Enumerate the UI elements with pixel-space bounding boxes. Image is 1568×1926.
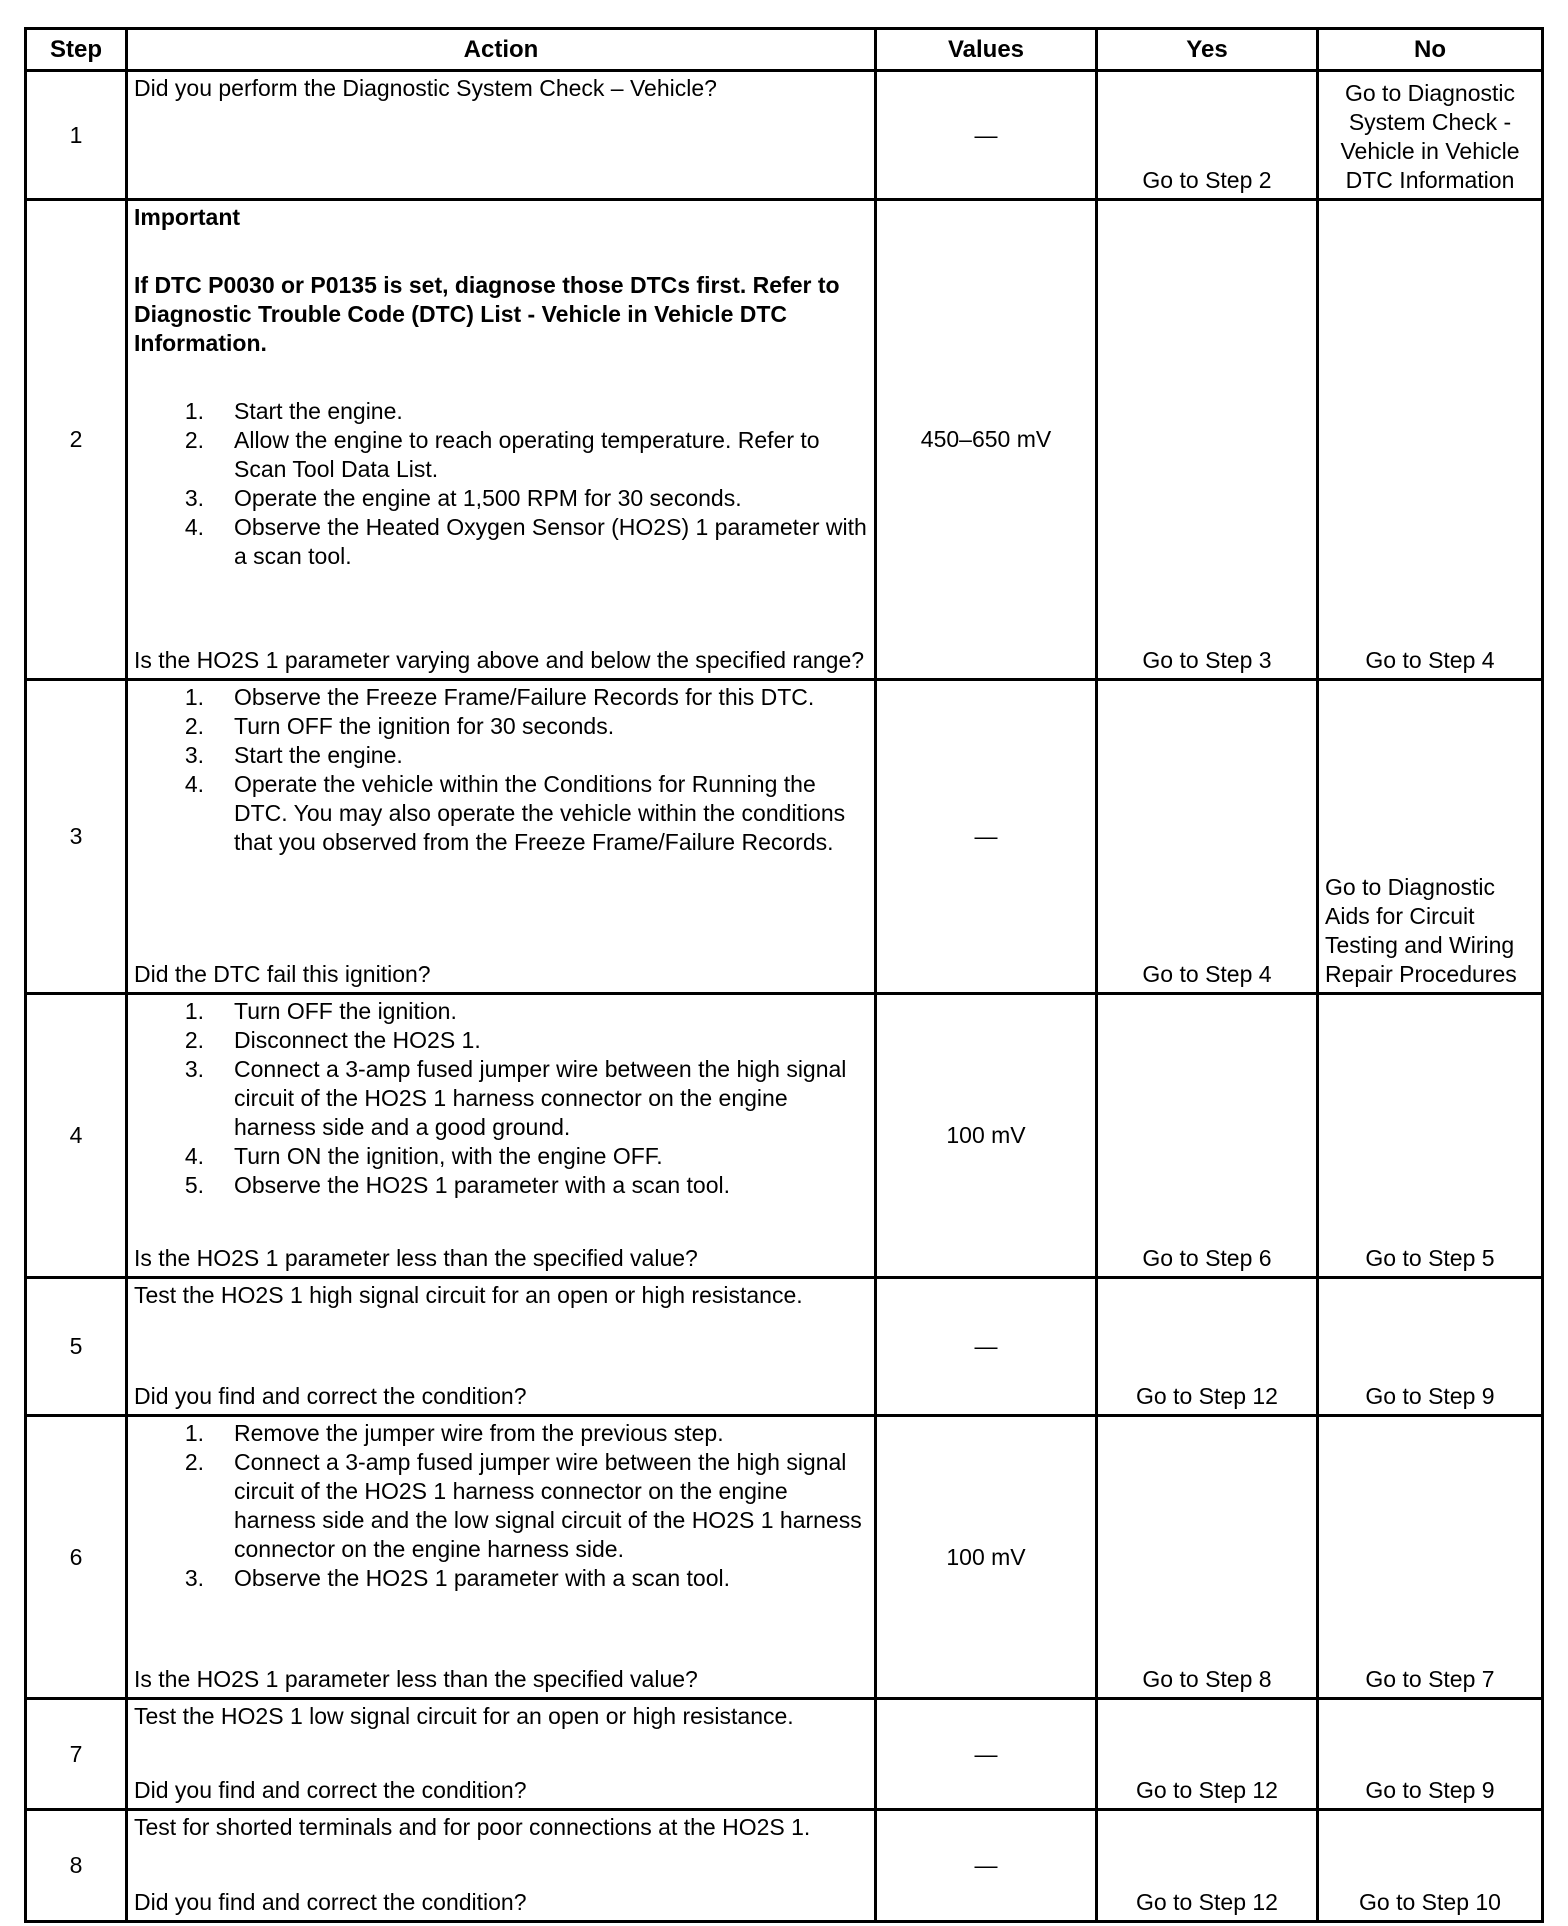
no-link[interactable]: Go to Step 9 [1365, 1777, 1495, 1803]
yes-link[interactable]: Go to Step 2 [1142, 167, 1272, 193]
action-text: Test for shorted terminals and for poor connections at the HO2S 1. [134, 1814, 811, 1840]
action-question: Is the HO2S 1 parameter less than the specified value? [134, 1666, 698, 1692]
list-item: 5. Observe the HO2S 1 parameter with a scan tool. [184, 1172, 731, 1198]
list-item: 2. Turn OFF the ignition for 30 seconds. [184, 713, 615, 739]
important-note: If DTC P0030 or P0135 is set, diagnose those DTCs first. Refer to Diagnostic Trouble Code (DTC) List - Vehicle in Vehicle DTC Information. [134, 272, 840, 356]
list-item: 3. Connect a 3-amp fused jumper wire between the high signal circuit of the HO2S 1 harness connector on the engine harness side and a good ground. [184, 1056, 847, 1140]
action-cell [128, 201, 874, 678]
value-cell: — [974, 1333, 998, 1359]
list-item: 4. Turn ON the ignition, with the engine OFF. [184, 1143, 663, 1169]
yes-link[interactable]: Go to Step 3 [1142, 647, 1272, 673]
value-cell: — [974, 823, 998, 849]
action-cell [128, 1417, 874, 1697]
value-cell: — [974, 121, 998, 148]
action-question: Did the DTC fail this ignition? [134, 961, 431, 987]
header-values: Values [947, 36, 1025, 63]
list-item: 3. Operate the engine at 1,500 RPM for 30 seconds. [184, 485, 742, 511]
procedure-list [134, 997, 868, 1200]
value-cell: 100 mV [946, 1122, 1026, 1148]
action-cell [128, 995, 874, 1276]
list-item: 4. Observe the Heated Oxygen Sensor (HO2S) 1 parameter with a scan tool. [184, 514, 867, 569]
no-link[interactable]: Go to Step 10 [1359, 1889, 1501, 1915]
step-number: 7 [69, 1740, 83, 1767]
action-question: Is the HO2S 1 parameter less than the specified value? [134, 1245, 698, 1271]
yes-link[interactable]: Go to Step 6 [1142, 1245, 1272, 1271]
step-number: 1 [69, 121, 83, 148]
header-yes: Yes [1186, 36, 1228, 63]
yes-link[interactable]: Go to Step 8 [1142, 1666, 1272, 1692]
procedure-list [134, 397, 868, 571]
procedure-list [134, 1419, 868, 1593]
list-item: 1. Turn OFF the ignition. [184, 998, 457, 1024]
action-cell [128, 1700, 874, 1808]
yes-link[interactable]: Go to Step 12 [1136, 1889, 1278, 1915]
no-link[interactable]: Go to Step 5 [1365, 1245, 1495, 1271]
no-link[interactable]: Go to Diagnostic System Check - Vehicle in Vehicle DTC Information [1340, 80, 1520, 193]
no-link[interactable]: Go to Diagnostic Aids for Circuit Testing and Wiring Repair Procedures [1325, 874, 1517, 987]
step-number: 3 [69, 823, 83, 849]
list-item: 3. Observe the HO2S 1 parameter with a scan tool. [184, 1565, 731, 1591]
list-item: 1. Observe the Freeze Frame/Failure Records for this DTC. [184, 684, 815, 710]
action-cell [128, 72, 874, 198]
list-item: 2. Connect a 3-amp fused jumper wire between the high signal circuit of the HO2S 1 harness connector on the engine harness side and the low signal circuit of the HO2S 1 harness connector on the engine harness side. [184, 1449, 862, 1562]
procedure-list [134, 683, 868, 857]
action-question: Did you perform the Diagnostic System Check – Vehicle? [134, 75, 717, 101]
no-link[interactable]: Go to Step 7 [1365, 1666, 1495, 1692]
action-question: Did you find and correct the condition? [134, 1889, 527, 1915]
list-item: 4. Operate the vehicle within the Conditions for Running the DTC. You may also operate the vehicle within the conditions that you observed from the Freeze Frame/Failure Records. [184, 771, 846, 855]
action-cell [128, 1811, 874, 1920]
action-cell [128, 1279, 874, 1414]
list-item: 1. Remove the jumper wire from the previous step. [184, 1420, 724, 1446]
action-question: Did you find and correct the condition? [134, 1777, 527, 1803]
yes-link[interactable]: Go to Step 12 [1136, 1777, 1278, 1803]
header-step: Step [49, 36, 102, 63]
no-link[interactable]: Go to Step 9 [1365, 1383, 1495, 1409]
action-text: Test the HO2S 1 low signal circuit for an open or high resistance. [134, 1703, 794, 1729]
yes-link[interactable]: Go to Step 4 [1142, 961, 1272, 987]
important-heading: Important [134, 204, 241, 230]
step-number: 4 [69, 1122, 83, 1148]
no-link[interactable]: Go to Step 4 [1365, 647, 1495, 673]
list-item: 2. Disconnect the HO2S 1. [184, 1027, 481, 1053]
action-question: Did you find and correct the condition? [134, 1383, 527, 1409]
list-item: 2. Allow the engine to reach operating temperature. Refer to Scan Tool Data List. [184, 427, 820, 482]
value-cell: 100 mV [946, 1543, 1026, 1570]
value-cell: — [974, 1852, 998, 1878]
action-cell [128, 681, 874, 992]
action-question: Is the HO2S 1 parameter varying above and below the specified range? [134, 647, 865, 673]
step-number: 5 [69, 1333, 83, 1359]
diagnostic-table [24, 27, 1544, 1923]
yes-link[interactable]: Go to Step 12 [1136, 1383, 1278, 1409]
value-cell: 450–650 mV [920, 426, 1052, 452]
list-item: 3. Start the engine. [184, 742, 403, 768]
step-number: 8 [69, 1852, 83, 1878]
header-no: No [1414, 36, 1446, 63]
step-number: 6 [69, 1543, 83, 1570]
step-number: 2 [69, 426, 83, 452]
action-text: Test the HO2S 1 high signal circuit for an open or high resistance. [134, 1282, 803, 1308]
header-action: Action [463, 36, 539, 63]
value-cell: — [974, 1740, 998, 1767]
list-item: 1. Start the engine. [184, 398, 403, 424]
